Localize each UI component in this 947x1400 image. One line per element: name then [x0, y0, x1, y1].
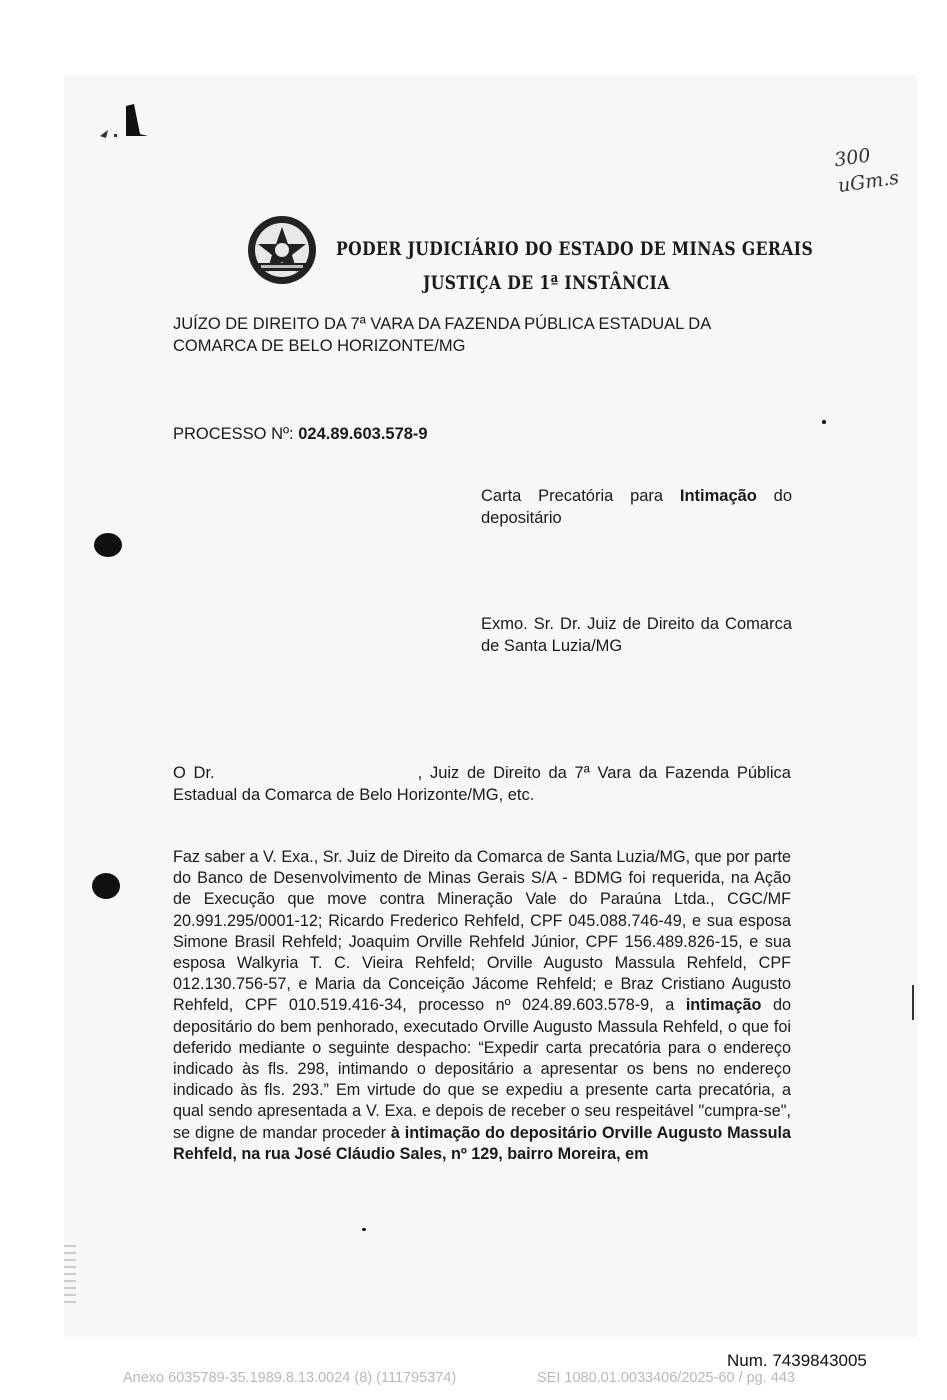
- subject-block: [481, 485, 792, 529]
- coat-of-arms-emblem: [245, 213, 319, 287]
- body-text-1: Faz saber a V. Exa., Sr. Juiz de Direito da Comarca de Santa Luzia/MG, que por parte do Banco de Desenvolvimento de Minas Gerais S/A - BDMG foi requerida, na Ação de Execução que move contra Mineração Vale do Paraúna Ltda., CGC/MF 20.991.295/0001-12; Ricardo Frederico Rehfeld, CPF 045.088.746-49, e sua esposa Simone Brasil Rehfeld; Joaquim Orville Rehfeld Júnior, CPF 156.489.826-15, e sua esposa Walkyria T. C. Vieira Rehfeld; Orville Augusto Massula Rehfeld, CPF 012.130.756-57, e Maria da Conceição Jácome Rehfeld; e Braz Cristiano Augusto Rehfeld, CPF 010.519.416-34, processo nº 024.89.603.578-9, a: [173, 848, 791, 1015]
- body-bold-2: à intimação do depositário Orville Augusto Massula Rehfeld, na rua José Cláudio Sales, nº 129, bairro Moreira, em: [173, 1123, 791, 1163]
- footer-document-number: Num. 7439843005: [727, 1351, 867, 1370]
- scan-speck-2: [362, 1228, 366, 1231]
- handwritten-note: [833, 139, 901, 199]
- judge-pre: O Dr.: [173, 764, 215, 782]
- footer-sei: SEI 1080.01.0033406/2025-60 / pg. 443: [537, 1370, 795, 1386]
- header-line-1: PODER JUDICIÁRIO DO ESTADO DE MINAS GERAIS: [336, 238, 814, 260]
- body-bold-1: intimação: [685, 996, 762, 1015]
- body-text-2: do depositário do bem penhorado, executado Orville Augusto Massula Rehfeld, o que foi deferido mediante o seguinte despacho: “Expedir carta precatória para o endereço indicado às fls. 298, intimando o depositário a apresentar os bens no endereço indicado às fls. 293.” Em virtude do que se expediu a presente carta precatória, a qual sendo apresentada a V. Exa. e depois de receber o seu respeitável "cumpra-se", se digne de mandar proceder: [173, 996, 791, 1142]
- process-label: PROCESSO Nº:: [173, 425, 294, 443]
- subject-bold: Intimação: [679, 487, 757, 505]
- subject-pre: Carta Precatória para: [481, 487, 680, 505]
- judge-post: , Juiz de Direito da 7ª Vara da Fazenda Pública Estadual da Comarca de Belo Horizonte/MG, etc.: [173, 764, 791, 804]
- scan-speck: [822, 420, 826, 424]
- footer-annex: Anexo 6035789-35.1989.8.13.0024 (8) (111795374): [123, 1370, 457, 1386]
- addressee-block: Exmo. Sr. Dr. Juiz de Direito da Comarca de Santa Luzia/MG: [481, 615, 792, 655]
- scan-edge-line: [912, 985, 914, 1020]
- process-number: 024.89.603.578-9: [298, 425, 428, 443]
- subject-post: do depositário: [481, 487, 793, 527]
- court-name: JUÍZO DE DIREITO DA 7ª VARA DA FAZENDA PÚBLICA ESTADUAL DA COMARCA DE BELO HORIZONTE/MG: [173, 315, 711, 355]
- process-line: [173, 423, 428, 445]
- punch-hole-1: [94, 533, 122, 557]
- scan-mark: [96, 98, 156, 143]
- header-line-2: JUSTIÇA DE 1ª INSTÂNCIA: [423, 272, 670, 294]
- handwritten-page-number: 300: [832, 144, 872, 172]
- perforation-edge: [64, 1245, 76, 1305]
- judge-paragraph: [173, 762, 791, 806]
- handwritten-initials: uGm.s: [836, 166, 901, 198]
- body-paragraph: [173, 847, 791, 1165]
- punch-hole-2: [92, 873, 120, 899]
